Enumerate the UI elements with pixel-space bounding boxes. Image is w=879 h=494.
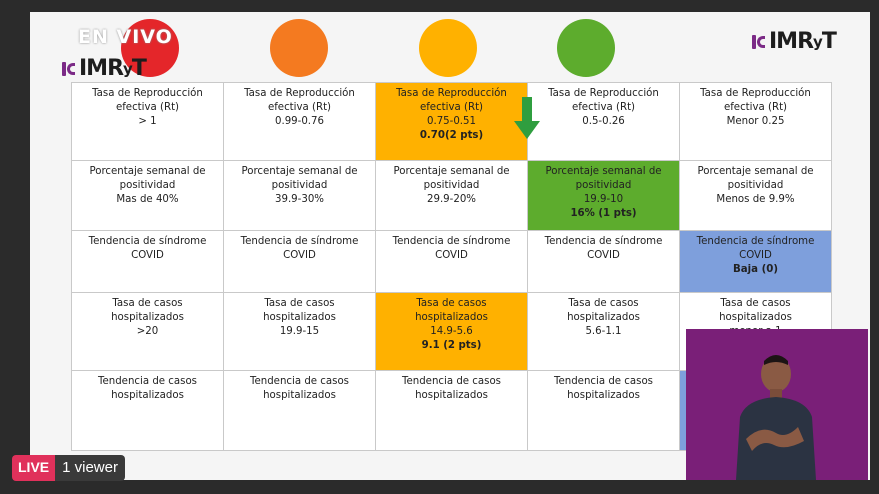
cell-text-line: hospitalizados: [111, 390, 184, 401]
grid-row: [72, 231, 832, 293]
cell-text-line: > 1: [138, 116, 157, 127]
cell-text-line: Tasa de Reproducción: [396, 88, 507, 99]
cell-text-line: Tasa de Reproducción: [700, 88, 811, 99]
cell-text-line: Porcentaje semanal de: [393, 166, 510, 177]
imryt-logo-mark-icon: [752, 33, 766, 51]
cell-text-line: Mas de 40%: [116, 194, 179, 205]
cell-text-line: 0.75-0.51: [426, 116, 477, 127]
cell-text-line: COVID: [435, 250, 468, 261]
en-vivo-label: EN VIVO: [78, 26, 173, 48]
cell-text-line: Porcentaje semanal de: [545, 166, 662, 177]
grid-cell: [72, 161, 224, 231]
orange-indicator-circle: [270, 19, 328, 77]
down-arrow-icon: [514, 97, 540, 141]
grid-cell: [528, 161, 680, 231]
cell-text-line: positividad: [423, 180, 480, 191]
grid-cell: [680, 161, 832, 231]
grid-cell: [528, 293, 680, 371]
grid-cell: [376, 83, 528, 161]
grid-cell: [72, 231, 224, 293]
grid-row: [72, 83, 832, 161]
cell-text-line: efectiva (Rt): [115, 102, 180, 113]
grid-cell: [376, 161, 528, 231]
cell-text-line: COVID: [131, 250, 164, 261]
cell-text-line: Tasa de Reproducción: [548, 88, 659, 99]
viewer-count: 1 viewer: [55, 455, 125, 481]
grid-cell: [224, 161, 376, 231]
cell-text-line: Tasa de Reproducción: [244, 88, 355, 99]
cell-text-line: Porcentaje semanal de: [241, 166, 358, 177]
cell-text-line: 29.9-20%: [426, 194, 476, 205]
grid-cell: [680, 83, 832, 161]
grid-row: [72, 161, 832, 231]
cell-text-line: Tasa de casos hospitalizados: [415, 298, 488, 323]
cell-text-line: Tendencia de síndrome: [240, 236, 359, 247]
cell-text-line: 19.9-15: [279, 326, 320, 337]
cell-text-line: efectiva (Rt): [723, 102, 788, 113]
cell-text-line: Tasa de casos hospitalizados: [263, 298, 336, 323]
grid-cell: [224, 231, 376, 293]
cell-text-line: Tendencia de síndrome: [88, 236, 207, 247]
sign-language-interpreter-video: [686, 329, 868, 480]
cell-text-line: COVID: [283, 250, 316, 261]
grid-cell: [376, 371, 528, 451]
cell-text-line: 39.9-30%: [274, 194, 324, 205]
cell-text-line: 0.5-0.26: [582, 116, 625, 127]
cell-text-line: Menos de 9.9%: [716, 194, 795, 205]
grid-cell: [224, 293, 376, 371]
grid-cell: [376, 231, 528, 293]
grid-cell: [376, 293, 528, 371]
live-stream-status: [12, 455, 125, 481]
cell-text-line: >20: [136, 326, 159, 337]
cell-text-line: hospitalizados: [415, 390, 488, 401]
imryt-logo-mark-icon: [62, 60, 76, 78]
cell-score: 16% (1 pts): [570, 208, 637, 219]
cell-text-line: Tendencia de casos: [98, 376, 197, 387]
cell-text-line: efectiva (Rt): [571, 102, 636, 113]
cell-text-line: positividad: [271, 180, 328, 191]
cell-text-line: Tendencia de síndrome: [544, 236, 663, 247]
cell-text-line: efectiva (Rt): [267, 102, 332, 113]
cell-text-line: 14.9-5.6: [430, 326, 473, 337]
cell-text-line: Porcentaje semanal de: [697, 166, 814, 177]
cell-text-line: positividad: [119, 180, 176, 191]
cell-score: 0.70(2 pts): [419, 130, 484, 141]
grid-cell: [224, 371, 376, 451]
cell-score: Baja (0): [733, 264, 778, 275]
cell-text-line: positividad: [575, 180, 632, 191]
cell-text-line: Tasa de casos hospitalizados: [567, 298, 640, 323]
cell-text-line: Tasa de casos hospitalizados: [719, 298, 792, 323]
cell-text-line: Menor 0.25: [726, 116, 785, 127]
grid-cell: [72, 83, 224, 161]
cell-score: 9.1 (2 pts): [421, 340, 482, 351]
imryt-logo-left: IMR y T: [62, 56, 146, 81]
cell-text-line: Tendencia de síndrome: [392, 236, 511, 247]
interpreter-figure-icon: [686, 329, 868, 480]
grid-cell: [72, 293, 224, 371]
cell-text-line: hospitalizados: [263, 390, 336, 401]
cell-text-line: efectiva (Rt): [419, 102, 484, 113]
grid-cell: [72, 371, 224, 451]
cell-text-line: Tendencia de casos: [250, 376, 349, 387]
cell-text-line: Tasa de Reproducción: [92, 88, 203, 99]
imryt-logo-right: IMR y T: [752, 29, 836, 54]
cell-text-line: Tendencia de casos: [402, 376, 501, 387]
grid-cell: [528, 371, 680, 451]
live-badge: LIVE: [12, 455, 55, 481]
grid-cell: [224, 83, 376, 161]
cell-text-line: COVID: [739, 250, 772, 261]
green-indicator-circle: [557, 19, 615, 77]
cell-text-line: positividad: [727, 180, 784, 191]
cell-text-line: 0.99-0.76: [274, 116, 325, 127]
cell-text-line: 19.9-10: [583, 194, 624, 205]
cell-text-line: Tasa de casos hospitalizados: [111, 298, 184, 323]
grid-cell: [528, 231, 680, 293]
yellow-indicator-circle: [419, 19, 477, 77]
grid-cell: [680, 231, 832, 293]
cell-text-line: Tendencia de síndrome: [696, 236, 815, 247]
cell-text-line: 5.6-1.1: [585, 326, 622, 337]
grid-cell: [528, 83, 680, 161]
cell-text-line: Porcentaje semanal de: [89, 166, 206, 177]
cell-text-line: hospitalizados: [567, 390, 640, 401]
cell-text-line: COVID: [587, 250, 620, 261]
cell-text-line: Tendencia de casos: [554, 376, 653, 387]
